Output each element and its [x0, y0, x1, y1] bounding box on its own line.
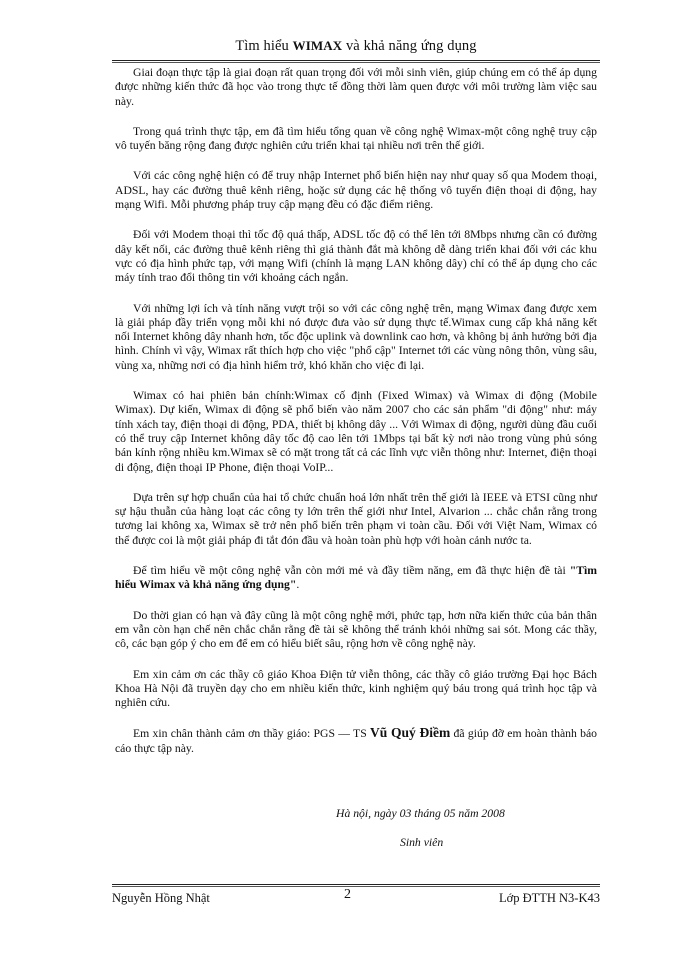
paragraph-topic [115, 564, 597, 593]
paragraph-versions: Wimax có hai phiên bản chính:Wimax cố định (Fixed Wimax) và Wimax di động (Mobile Wimax). Dự kiến, Wimax di động sẽ phổ biến vào năm 2007 cho các sản phẩm "di động" như: máy tính xách tay, điện thoại di động, PDA, thiết bị không dây ... Với Wimax di động, người dùng đầu cuối có thể truy cập Internet không dây tốc độ cao lên tới 1Mbps tại bất kỳ nơi nào trong vùng phủ sóng bán kính rộng nhiều km.Wimax sẽ có mặt trong tất cả các lĩnh vực viễn thông như: Internet, điện thoại di động, điện thoại IP Phone, điện thoại VoIP... [115, 389, 597, 474]
header-divider-thin [112, 62, 600, 63]
document-body [115, 66, 597, 772]
paragraph-limitations: Đối với Modem thoại thì tốc độ quá thấp, ADSL tốc độ có thể lên tới 8Mbps nhưng cần có đường dây kết nối, các đường thuê kênh riêng thì giá thành đắt mà không dễ dàng triển khai đối với các khu vực có địa hình phức tạp, với mạng Wifi (chính là mạng LAN không dây) chỉ có thể áp dụng cho các máy tính trao đổi thông tin với khoảng cách ngắn. [115, 228, 597, 285]
advisor-end: đã giúp đỡ em hoàn thành báo cáo thực tập này. [115, 727, 598, 755]
header-title-after: và khả năng ứng dụng [342, 38, 477, 54]
header-title-before: Tìm hiểu [235, 38, 293, 54]
topic-end: . [296, 578, 300, 592]
paragraph-internship: Giai đoạn thực tập là giai đoạn rất quan trọng đối với mỗi sinh viên, giúp chúng em có thể áp dụng được những kiến thức đã học vào trong thực tế đồng thời làm quen được với môi trường làm việc sau này. [115, 66, 597, 108]
signature-label: Sinh viên [400, 836, 444, 849]
footer-class: Lớp ĐTTH N3-K43 [498, 891, 600, 905]
advisor-name: Vũ Quý Điềm [370, 725, 451, 741]
topic-intro: Để tìm hiểu về một công nghệ vẫn còn mới mẻ và đầy tiềm năng, em đã thực hiện đề tài [133, 564, 570, 578]
paragraph-benefits: Với những lợi ích và tính năng vượt trội so với các công nghệ trên, mạng Wimax đang được xem là giải pháp đầy triển vọng mỗi khi nó được đưa vào sử dụng thực tế.Wimax cung cấp khả năng kết nối Internet không dây nhanh hơn, tốc độc uplink và downlink cao hơn, và không bị ảnh hưởng bởi địa hình. Chính vì vậy, Wimax rất thích hợp cho việc "phổ cập" Internet tới các vùng nông thôn, vùng sâu, vùng xa, những nơi có địa hình hiểm trở, khó khăn cho việc đi lại. [115, 301, 597, 372]
paragraph-overview: Trong quá trình thực tập, em đã tìm hiểu tổng quan về công nghệ Wimax-một công nghệ truy cập vô tuyến băng rộng đang được nghiên cứu triển khai tại nhiều nơi trên thế giới. [115, 124, 597, 153]
paragraph-thanks-faculty: Em xin cảm ơn các thầy cô giáo Khoa Điện tử viễn thông, các thầy cô giáo trường Đại học Bách Khoa Hà Nội đã truyền dạy cho em nhiều kiến thức, kinh nghiệm quý báu trong quá trình học tập và nghiên cứu. [115, 667, 597, 710]
header-divider [112, 60, 600, 61]
advisor-intro: Em xin chân thành cảm ơn thầy giáo: PGS — TS [133, 727, 370, 741]
page-header [112, 38, 600, 55]
footer-author: Nguyễn Hồng Nhật [112, 891, 210, 905]
paragraph-access-technologies: Với các công nghệ hiện có để truy nhập Internet phổ biến hiện nay như quay số qua Modem thoại, ADSL, hay các đường thuê kênh riêng, hoặc sử dụng các hệ thống vô tuyến điện thoại di động, hay mạng Wifi. Mỗi phương pháp truy cập mạng đều có đặc điểm riêng. [115, 169, 597, 212]
header-title-brand: WIMAX [292, 38, 343, 53]
footer-divider-thin [112, 886, 600, 887]
footer-divider [112, 884, 600, 885]
paragraph-standards: Dựa trên sự hợp chuẩn của hai tổ chức chuẩn hoá lớn nhất trên thế giới là IEEE và ETSI cũng như sự hậu thuẫn của hàng loạt các công ty lớn trên thế giới như Intel, Alvarion ... chắc chắn rằng trong tương lai không xa, Wimax sẽ trở nên phổ biến trên phạm vi toàn cầu. Đối với Việt Nam, Wimax có thể được coi là một giải pháp đi tắt đón đầu và hoàn toàn phù hợp với hoàn cảnh nước ta. [115, 490, 597, 547]
topic-title: "Tìm hiểu Wimax và khả năng ứng dụng" [115, 564, 597, 592]
signature-date: Hà nội, ngày 03 tháng 05 năm 2008 [336, 807, 505, 820]
paragraph-thanks-advisor [115, 726, 597, 756]
page-number: 2 [344, 887, 351, 902]
paragraph-limitations-apology: Do thời gian có hạn và đây cũng là một công nghệ mới, phức tạp, hơn nữa kiến thức của bản thân em vẫn còn hạn chế nên chắc chắn rằng đề tài sẽ không thể tránh khỏi những sai sót. Mong các thầy, cô, các bạn góp ý cho em để em có hiểu biết sâu, rộng hơn về công nghệ này. [115, 608, 597, 651]
